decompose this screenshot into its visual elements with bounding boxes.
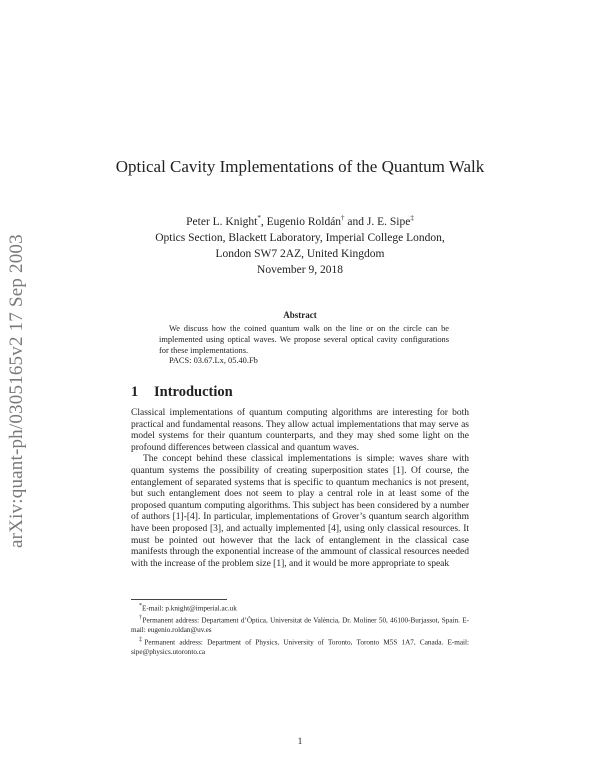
body-paragraph: Classical implementations of quantum computing algorithms are interesting for both practical and fundamental reasons. They allow actual implementations that may serve as model systems for their quantum counterparts, and they may shed some light on the profound differences between classical and quantum waves. bbox=[131, 408, 469, 453]
footnote-text: E-mail: p.knight@imperial.ac.uk bbox=[142, 604, 237, 613]
footnote-text: Permanent address: Departament d’Òptica, Universitat de València, Dr. Moliner 50, 46100-Burjassot, Spain. E-mail: eugenio.roldan@uv.es bbox=[131, 616, 470, 634]
abstract-text: We discuss how the coined quantum walk on the line or on the circle can be implemented using optical waves. We propose several optical cavity configurations for these implementations. bbox=[159, 324, 449, 355]
section-number: 1 bbox=[131, 384, 139, 400]
section-heading bbox=[131, 384, 233, 401]
footnote-mark: † bbox=[139, 614, 143, 621]
footnote bbox=[131, 636, 469, 658]
body-paragraph: The concept behind these classical implementations is simple: waves share with quantum systems the possibility of creating superposition states [1]. Of course, the entanglement of separated systems that is specific to quantum mechanics is not present, but such entanglement does not seem to play a central role in at least some of the proposed quantum computing algorithms. This subject has been considered by a number of authors [1]-[4]. In particular, implementations of Grover’s quantum search algorithm have been proposed [3], and actually implemented [4], using only classical resources. It must be pointed out however that the lack of entanglement in the classical case manifests through the exponential increase of the ammount of classical resources needed with the increase of the problem size [1], and it would be more appropriate to speak bbox=[131, 454, 469, 569]
pacs-codes: PACS: 03.67.Lx, 05.40.Fb bbox=[169, 356, 258, 366]
paper-date: November 9, 2018 bbox=[257, 264, 343, 276]
footnote-mark: ‡ bbox=[139, 636, 145, 643]
author-name: Peter L. Knight bbox=[186, 215, 258, 228]
author-separator: , bbox=[260, 215, 267, 228]
affiliation-line: Optics Section, Blackett Laboratory, Imperial College London, bbox=[155, 231, 445, 244]
page-number: 1 bbox=[297, 737, 303, 747]
author-line bbox=[100, 210, 500, 230]
abstract-heading: Abstract bbox=[283, 310, 317, 320]
author-footnote-mark: † bbox=[341, 214, 345, 222]
author-name: J. E. Sipe bbox=[366, 215, 411, 228]
author-separator: and bbox=[344, 215, 367, 228]
arxiv-identifier-stamp: arXiv:quant-ph/0305165v2 17 Sep 2003 bbox=[6, 234, 27, 548]
footnotes bbox=[131, 602, 469, 657]
abstract-body bbox=[159, 324, 449, 367]
footnote bbox=[131, 602, 469, 614]
introduction-body bbox=[131, 408, 469, 570]
footnote bbox=[131, 614, 469, 636]
footnote-text: Permanent address: Department of Physics, University of Toronto, Toronto M5S 1A7, Canada. E-mail: sipe@physics.utoronto.ca bbox=[131, 637, 470, 656]
author-name: Eugenio Roldán bbox=[266, 215, 342, 228]
author-block bbox=[100, 210, 500, 262]
affiliation-line: London SW7 2AZ, United Kingdom bbox=[215, 247, 385, 260]
author-footnote-mark: ‡ bbox=[410, 214, 414, 222]
author-footnote-mark: * bbox=[257, 214, 261, 222]
footnote-mark: * bbox=[139, 603, 142, 609]
section-title: Introduction bbox=[154, 384, 233, 400]
paper-title: Optical Cavity Implementations of the Quantum Walk bbox=[115, 157, 485, 176]
footnote-rule bbox=[131, 599, 227, 600]
